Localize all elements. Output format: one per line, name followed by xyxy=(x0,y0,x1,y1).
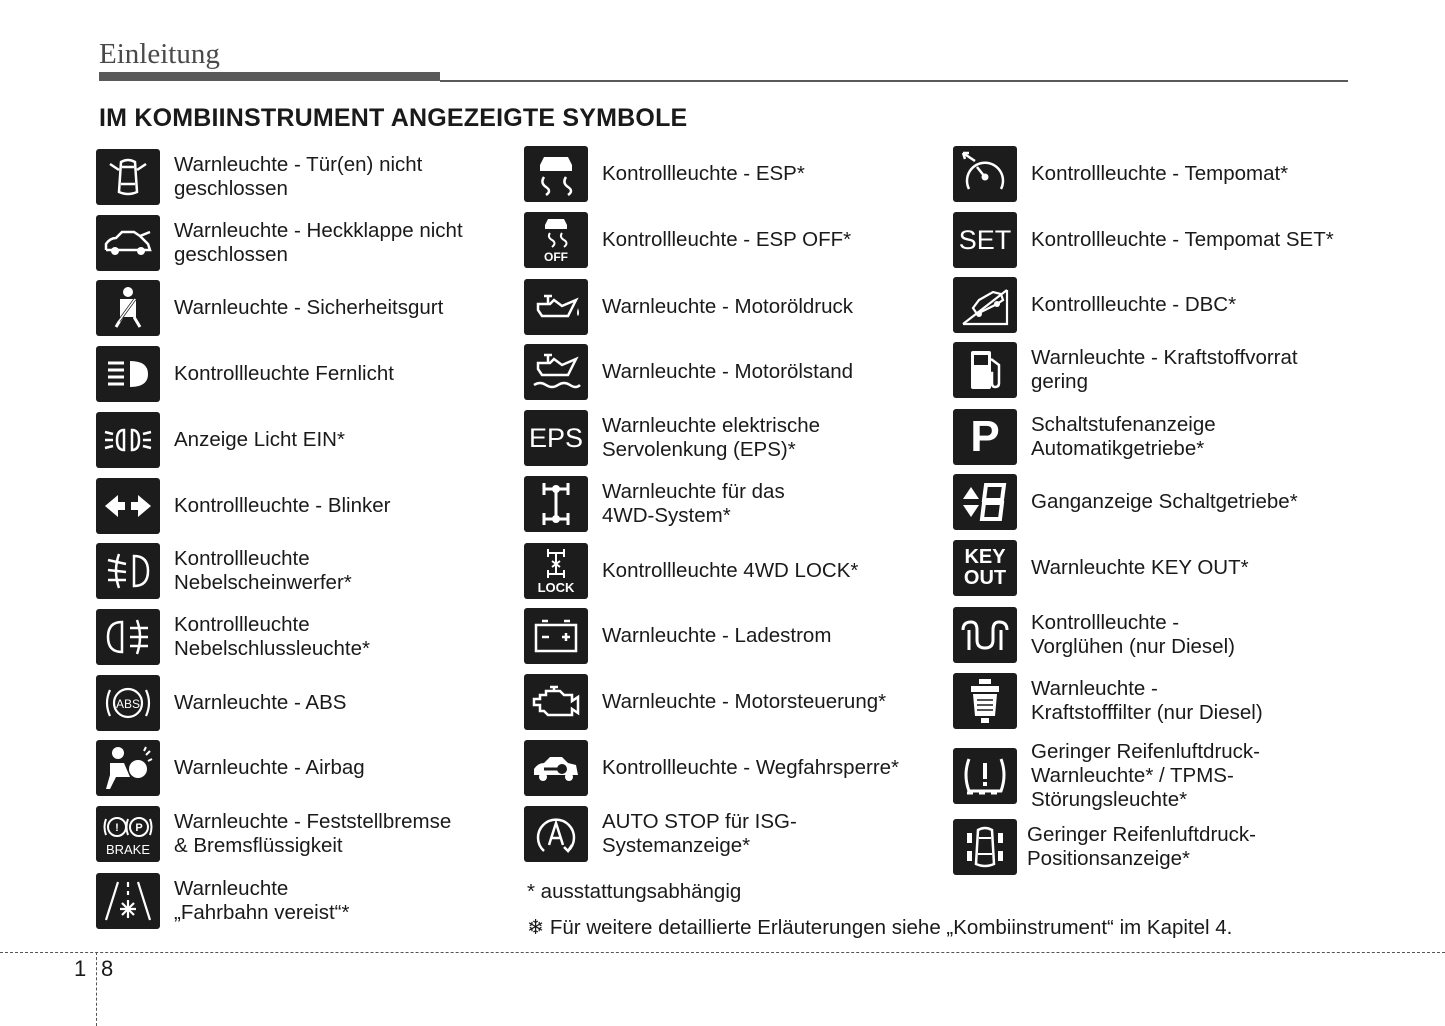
symbol-label: Anzeige Licht EIN* xyxy=(174,428,345,451)
svg-text:LOCK: LOCK xyxy=(537,580,575,594)
symbol-label: Kontrollleuchte - Blinker xyxy=(174,494,391,517)
immobilizer-icon xyxy=(524,740,588,796)
symbol-label: Warnleuchte - Motorsteuerung* xyxy=(602,690,887,713)
door-open-icon xyxy=(96,149,160,205)
symbol-entry xyxy=(96,215,516,273)
glow-plug-icon xyxy=(953,607,1017,663)
symbol-label: Kontrollleuchte - Tempomat* xyxy=(1031,162,1289,185)
symbol-entry xyxy=(953,673,1373,731)
symbol-label: Warnleuchte - Ladestrom xyxy=(602,624,832,647)
symbol-label: Schaltstufenanzeige Automatikgetriebe* xyxy=(1031,413,1216,460)
section-header: Einleitung xyxy=(99,38,220,70)
symbol-label: Warnleuchte „Fahrbahn vereist“* xyxy=(174,877,350,924)
turn-signal-icon xyxy=(96,478,160,534)
symbol-entry xyxy=(524,476,944,534)
4wd-icon xyxy=(524,476,588,532)
gear-indicator-icon xyxy=(953,474,1017,530)
auto-stop-icon xyxy=(524,806,588,862)
esp-icon xyxy=(524,146,588,202)
symbol-label: Warnleuchte - Kraftstofffilter (nur Diesel) xyxy=(1031,677,1263,724)
rear-fog-icon xyxy=(96,609,160,665)
symbol-label: Kontrollleuchte Nebelscheinwerfer* xyxy=(174,547,352,594)
symbol-entry xyxy=(96,478,516,536)
header-rule-thin xyxy=(440,80,1348,82)
symbol-label: Warnleuchte - Motorölstand xyxy=(602,360,854,383)
park-icon: P xyxy=(953,409,1017,465)
trunk-open-icon xyxy=(96,215,160,271)
symbol-label: Warnleuchte - Airbag xyxy=(174,756,365,779)
symbol-label: Kontrollleuchte - ESP* xyxy=(602,162,805,185)
svg-text:BRAKE: BRAKE xyxy=(105,842,151,857)
fuel-filter-icon xyxy=(953,673,1017,729)
symbol-label: Kontrollleuchte - Vorglühen (nur Diesel) xyxy=(1031,611,1235,658)
symbol-label: Warnleuchte KEY OUT* xyxy=(1031,556,1249,579)
symbol-entry xyxy=(524,279,944,337)
page-title: IM KOMBIINSTRUMENT ANGEZEIGTE SYMBOLE xyxy=(99,104,688,132)
symbol-label: Kontrollleuchte 4WD LOCK* xyxy=(602,559,859,582)
symbol-label: Kontrollleuchte - Wegfahrsperre* xyxy=(602,756,900,779)
low-fuel-icon xyxy=(953,342,1017,398)
eps-icon: EPS xyxy=(524,410,588,466)
symbol-entry xyxy=(96,149,516,207)
symbol-entry xyxy=(524,410,944,468)
symbol-label: Warnleuchte elektrische Servolenkung (EPS)* xyxy=(602,414,821,461)
battery-icon xyxy=(524,608,588,664)
symbol-entry xyxy=(524,608,944,666)
tire-position-icon xyxy=(953,819,1017,875)
symbol-label: AUTO STOP für ISG- Systemanzeige* xyxy=(602,810,797,857)
reference-note: ❄ Für weitere detaillierte Erläuterungen siehe „Kombiinstrument“ im Kapitel 4. xyxy=(527,916,1233,939)
symbol-entry xyxy=(953,212,1373,270)
symbol-entry xyxy=(953,409,1373,467)
symbol-label: Warnleuchte - Kraftstoffvorrat gering xyxy=(1031,346,1298,393)
symbol-entry xyxy=(524,543,944,601)
symbol-label: Warnleuchte - Heckklappe nicht geschlossen xyxy=(174,219,463,266)
icy-road-icon xyxy=(96,873,160,929)
symbol-label: Kontrollleuchte - ESP OFF* xyxy=(602,228,852,251)
symbol-label: Warnleuchte - Sicherheitsgurt xyxy=(174,296,444,319)
dbc-icon xyxy=(953,277,1017,333)
esp-off-icon xyxy=(524,212,588,268)
front-fog-icon xyxy=(96,543,160,599)
oil-pressure-icon xyxy=(524,279,588,335)
symbol-entry xyxy=(96,740,516,798)
symbol-entry xyxy=(96,543,516,601)
abs-icon xyxy=(96,675,160,731)
footnote: * ausstattungsabhängig xyxy=(527,880,742,903)
symbol-entry xyxy=(953,740,1373,811)
key-out-icon: KEY OUT xyxy=(953,540,1017,596)
4wd-lock-icon xyxy=(524,543,588,599)
chapter-number: 1 xyxy=(74,956,87,981)
cruise-set-icon: SET xyxy=(953,212,1017,268)
symbol-label: Warnleuchte - ABS xyxy=(174,691,347,714)
symbol-entry xyxy=(953,607,1373,665)
symbol-label: Geringer Reifenluftdruck- Positionsanzeige* xyxy=(1027,823,1257,870)
brake-icon xyxy=(96,806,160,862)
symbol-entry xyxy=(953,540,1373,598)
symbol-entry xyxy=(953,342,1373,400)
symbol-entry xyxy=(96,412,516,470)
symbol-label: Kontrollleuchte Fernlicht xyxy=(174,362,394,385)
footer-rule xyxy=(0,952,1445,953)
symbol-entry xyxy=(524,146,944,204)
symbol-label: Warnleuchte für das 4WD-System* xyxy=(602,480,785,527)
svg-text:OFF: OFF xyxy=(544,250,568,263)
airbag-icon xyxy=(96,740,160,796)
symbol-entry xyxy=(96,280,516,338)
symbol-label: Ganganzeige Schaltgetriebe* xyxy=(1031,490,1298,513)
symbol-label: Geringer Reifenluftdruck- Warnleuchte* / TPMS- Störungsleuchte* xyxy=(1031,740,1261,811)
symbol-entry xyxy=(524,344,944,402)
symbol-entry xyxy=(524,212,944,270)
symbol-entry xyxy=(524,674,944,732)
symbol-entry xyxy=(96,873,516,931)
symbol-label: Warnleuchte - Tür(en) nicht geschlossen xyxy=(174,153,423,200)
svg-text:P: P xyxy=(135,822,143,834)
header-rule-thick xyxy=(99,72,440,81)
symbol-entry xyxy=(953,474,1373,532)
symbol-entry xyxy=(953,819,1373,877)
symbol-label: Kontrollleuchte - Tempomat SET* xyxy=(1031,228,1334,251)
oil-level-icon xyxy=(524,344,588,400)
symbol-entry xyxy=(96,806,516,864)
symbol-label: Kontrollleuchte Nebelschlussleuchte* xyxy=(174,613,371,660)
symbol-entry xyxy=(524,740,944,798)
engine-icon xyxy=(524,674,588,730)
svg-text:ABS: ABS xyxy=(115,697,141,711)
symbol-label: Warnleuchte - Feststellbremse & Bremsflüssigkeit xyxy=(174,810,452,857)
symbol-label: Warnleuchte - Motoröldruck xyxy=(602,295,854,318)
light-on-icon xyxy=(96,412,160,468)
symbol-label: Kontrollleuchte - DBC* xyxy=(1031,293,1237,316)
symbol-entry xyxy=(96,609,516,667)
seatbelt-icon xyxy=(96,280,160,336)
symbol-entry xyxy=(953,277,1373,335)
footer-divider xyxy=(96,952,97,1026)
symbol-entry xyxy=(96,675,516,733)
tpms-icon xyxy=(953,748,1017,804)
cruise-icon xyxy=(953,146,1017,202)
symbol-entry xyxy=(96,346,516,404)
svg-text:!: ! xyxy=(115,822,119,834)
page-number: 8 xyxy=(101,956,114,981)
symbol-entry xyxy=(953,146,1373,204)
symbol-entry xyxy=(524,806,944,864)
high-beam-icon xyxy=(96,346,160,402)
